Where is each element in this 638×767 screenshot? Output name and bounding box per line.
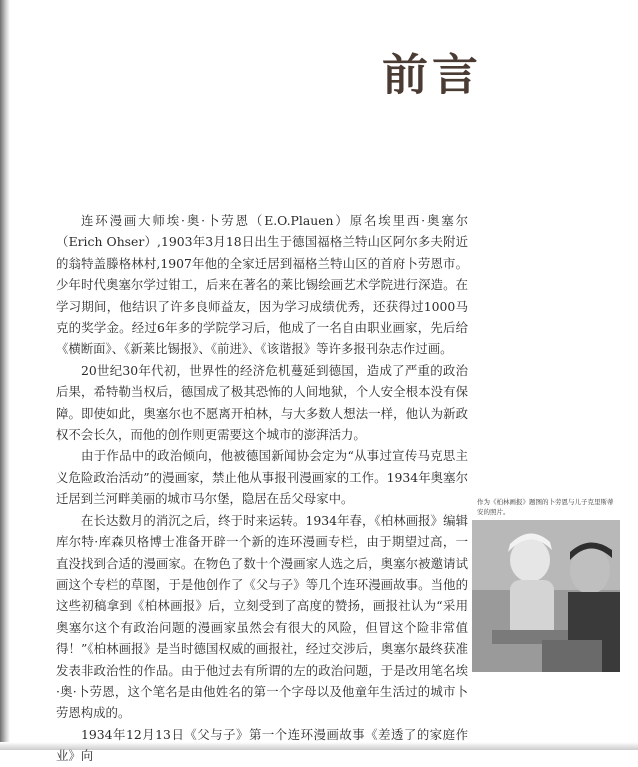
father-son-photo — [472, 520, 620, 672]
photo-illustration — [472, 520, 620, 672]
photo-caption: 作为《柏林画报》题图的卜劳恩与儿子克里斯蒂安的照片。 — [477, 498, 614, 516]
paragraph-1: 连环漫画大师埃·奥·卜劳恩（E.O.Plauen）原名埃里西·奥塞尔（Erich Ohser）,1903年3月18日出生于德国福格兰特山区阿尔多夫附近的翁特盖滕格林村,1907年他的全家迁居到福格兰特山区的首府卜劳恩市。少年时代奥塞尔学过钳工，后来在著名的莱比锡绘画艺术学院进行深造。在学习期间，他结识了许多良师益友，因为学习成绩优秀，还获得过1000马克的奖学金。经过6年多的学院学习后，他成了一名自由职业画家，先后给《横断面》、《新莱比锡报》、《前进》、《该谐报》等许多报刊杂志作过画。 — [56, 213, 468, 357]
preface-body — [56, 210, 468, 767]
page-title: 前言 — [382, 49, 482, 101]
paragraph-3: 由于作品中的政治倾向，他被德国新闻协会定为“从事过宣传马克思主义危险政治活动”的漫画家，禁止他从事报刊漫画家的工作。1934年奥塞尔迁居到兰河畔美丽的城市马尔堡，隐居在岳父母家中。 — [56, 448, 468, 507]
page-binding-shadow — [0, 0, 10, 750]
paragraph-2: 20世纪30年代初，世界性的经济危机蔓延到德国，造成了严重的政治后果，希特勒当权后，德国成了极其恐怖的人间地狱，个人安全根本没有保障。即使如此，奥塞尔也不愿离开柏林，与大多数人想法一样，他认为新政权不会长久，而他的创作则更需要这个城市的澎湃活力。 — [56, 362, 468, 443]
paragraph-4: 在长达数月的消沉之后，终于时来运转。1934年春，《柏林画报》编辑库尔特·库森贝格博士准备开辟一个新的连环漫画专栏，由于期望过高，一直没找到合适的漫画家。在物色了数十个漫画家人选之后，奥塞尔被邀请试画这个专栏的草图，于是他创作了《父与子》等几个连环漫画故事。当他的这些初稿拿到《柏林画报》后，立刻受到了高度的赞扬，画报社认为“采用奥塞尔这个有政治问题的漫画家虽然会有很大的风险，但冒这个险非常值得！”《柏林画报》是当时德国权威的画报社，经过交涉后，奥塞尔最终获准发表非政治性的作品。由于他过去有所谓的左的政治问题，于是改用笔名埃·奥·卜劳恩，这个笔名是由他姓名的第一个字母以及他童年生活过的城市卜劳恩构成的。 — [56, 512, 468, 721]
paragraph-5: 1934年12月13日《父与子》第一个连环漫画故事《差透了的家庭作业》向 — [56, 726, 468, 764]
